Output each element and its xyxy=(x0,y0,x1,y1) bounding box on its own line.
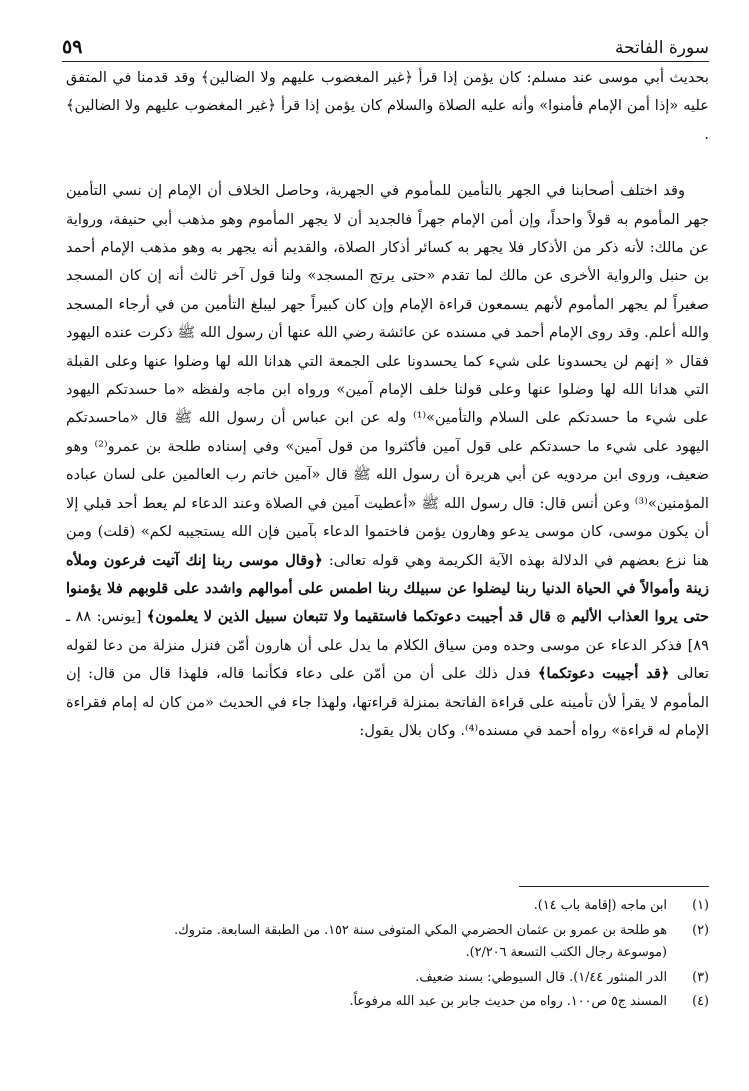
quran-verse: ﴿قد أجيبت دعوتكما﴾ xyxy=(538,665,670,683)
footnote-number: (٢) xyxy=(692,922,709,938)
running-title: سورة الفاتحة xyxy=(614,38,709,58)
footnote-3 xyxy=(66,967,709,990)
footnote-number: (٤) xyxy=(692,994,709,1010)
footnote-1 xyxy=(66,895,709,918)
footnote-4 xyxy=(66,991,709,1014)
text-line: قدمنا في المتفق عليه «إذا أمن الإمام فأمنوا» وأنه عليه الصلاة والسلام كان يؤمن إذا قرأ ﴿غير xyxy=(66,69,710,115)
paragraph-text: [يونس: ٨٨ ـ ٨٩] فذكر الدعاء عن موسى وحده ومن سياق الكلام ما يدل على أن هارون أمّن فنزل منزلة من دعا لقوله تعالى xyxy=(66,608,709,683)
footnote-text xyxy=(66,920,667,965)
main-text xyxy=(66,64,709,745)
text-line: بحديث أبي موسى عند مسلم: كان يؤمن إذا قرأ ﴿غير المغضوب عليهم ولا الضالين﴾ وقد xyxy=(173,69,709,86)
footnote-divider xyxy=(519,886,709,887)
header-divider xyxy=(62,61,709,62)
footnote-text: المسند ج٥ ص١٠٠. رواه من حديث جابر بن عبد الله مرفوعاً. xyxy=(349,994,667,1010)
footnote-number: (٣) xyxy=(692,969,709,985)
footnote-text: الدر المنثور ١/٤٤). قال السيوطي: بسند ضعيف. xyxy=(415,969,667,985)
page-header xyxy=(62,30,709,58)
footnotes xyxy=(66,895,709,1016)
paragraph-1 xyxy=(66,64,709,149)
paragraph-2 xyxy=(66,177,709,745)
footnote-text-line: هو طلحة بن عمرو بن عثمان الحضرمي المكي المتوفى سنة ١٥٢. من الطبقة السابعة. متروك. xyxy=(174,922,667,938)
paragraph-text: وقد اختلف أصحابنا في الجهر بالتأمين للمأموم في الجهرية، وحاصل الخلاف أن الإمام إن نسي التأمين جهر المأموم به قولاً واحداً، وإن أمن الإمام جهراً فالجديد أن لا يجهر المأموم وهو مذهب أبي حنيفة، ورواية عن مالك: لأنه ذكر من الأذكار فلا يجهر به كسائر أذكار الصلاة، والقديم أنه يجهر به وهو مذهب الإمام أحمد بن حنبل والرواية الأخرى عن مالك لما تقدم «حتى يرتج المسجد» ولنا قول آخر ثالث أنه إن كان المسجد صغيراً لم يجهر المأموم لأنهم يسمعون قراءة الإمام وإن كان كبيراً جهر ليبلغ التأمين من في أرجاء المسجد والله أعلم. وقد روى الإمام أحمد في مسنده عن عائشة رضي الله عنها أن رسول الله ﷺ ذكرت عنده اليهود فقال « إنهم لن يحسدونا على شيء كما يحسدونا على الجمعة التي هدانا الله لها وضلوا عنها وعلى القبلة التي هدانا الله لها وضلوا عنها وعلى قولنا خلف الإمام آمين» ورواه ابن ماجه ولفظه «ما حسدتكم اليهود على شيء ما حسدتكم على السلام والتأمين»⁽¹⁾ وله عن ابن عباس أن رسول الله ﷺ قال «ماحسدتكم اليهود على شيء ما حسدتكم على قول آمين فأكثروا من قول آمين» وفي إسناده طلحة بن عمرو⁽²⁾ وهو ضعيف، وروى ابن مردويه عن أبي هريرة أن رسول الله ﷺ قال «آمين خاتم رب العالمين على لسان عباده المؤمنين»⁽³⁾ وعن أنس قال: قال رسول الله ﷺ «أعطيت آمين في الصلاة وعند الدعاء لم يعط أحد قبلي إلا أن يكون موسى، كان موسى يدعو وهارون يؤمن فاختموا الدعاء بآمين فإن الله يستجيبه لكم» (قلت) ومن هنا نزع بعضهم في الدلالة بهذه الآية الكريمة وهي قوله تعالى: xyxy=(66,182,710,569)
footnote-number: (١) xyxy=(692,898,709,913)
paragraph-text: فدل ذلك على أن من أمّن على دعاء فكأنما قاله، فلهذا قال من قال: إن المأموم لا يقرأ لأن تأمينه على قراءة الفاتحة بمنزلة قراءتها، ولهذا جاء في الحديث «من كان له إمام فقراءة الإمام له قراءة» رواه أحمد في مسنده⁽⁴⁾. وكان بلال يقول: xyxy=(66,665,709,739)
page-number: ٥٩ xyxy=(62,36,83,58)
footnote-text: ابن ماجه (إقامة باب ١٤). xyxy=(533,898,667,913)
footnote-2 xyxy=(66,920,709,965)
quran-verse: ﴿وقال موسى ربنا إنك آتيت فرعون وملأه زينة وأموالاً في الحياة الدنيا ربنا ليضلوا عن سبيلك ربنا اطمس على أموالهم واشدد على قلوبهم فلا يؤمنوا حتى يروا العذاب الأليم ۞ قال قد أجيبت دعوتكما فاستقيما ولا تتبعان سبيل الذين لا يعلمون﴾ xyxy=(66,551,709,626)
text-line: المغضوب عليهم ولا الضالين﴾ . xyxy=(66,97,709,143)
footnote-reference: (موسوعة رجال الكتب التسعة ٢/٢٠٦). xyxy=(465,945,667,961)
